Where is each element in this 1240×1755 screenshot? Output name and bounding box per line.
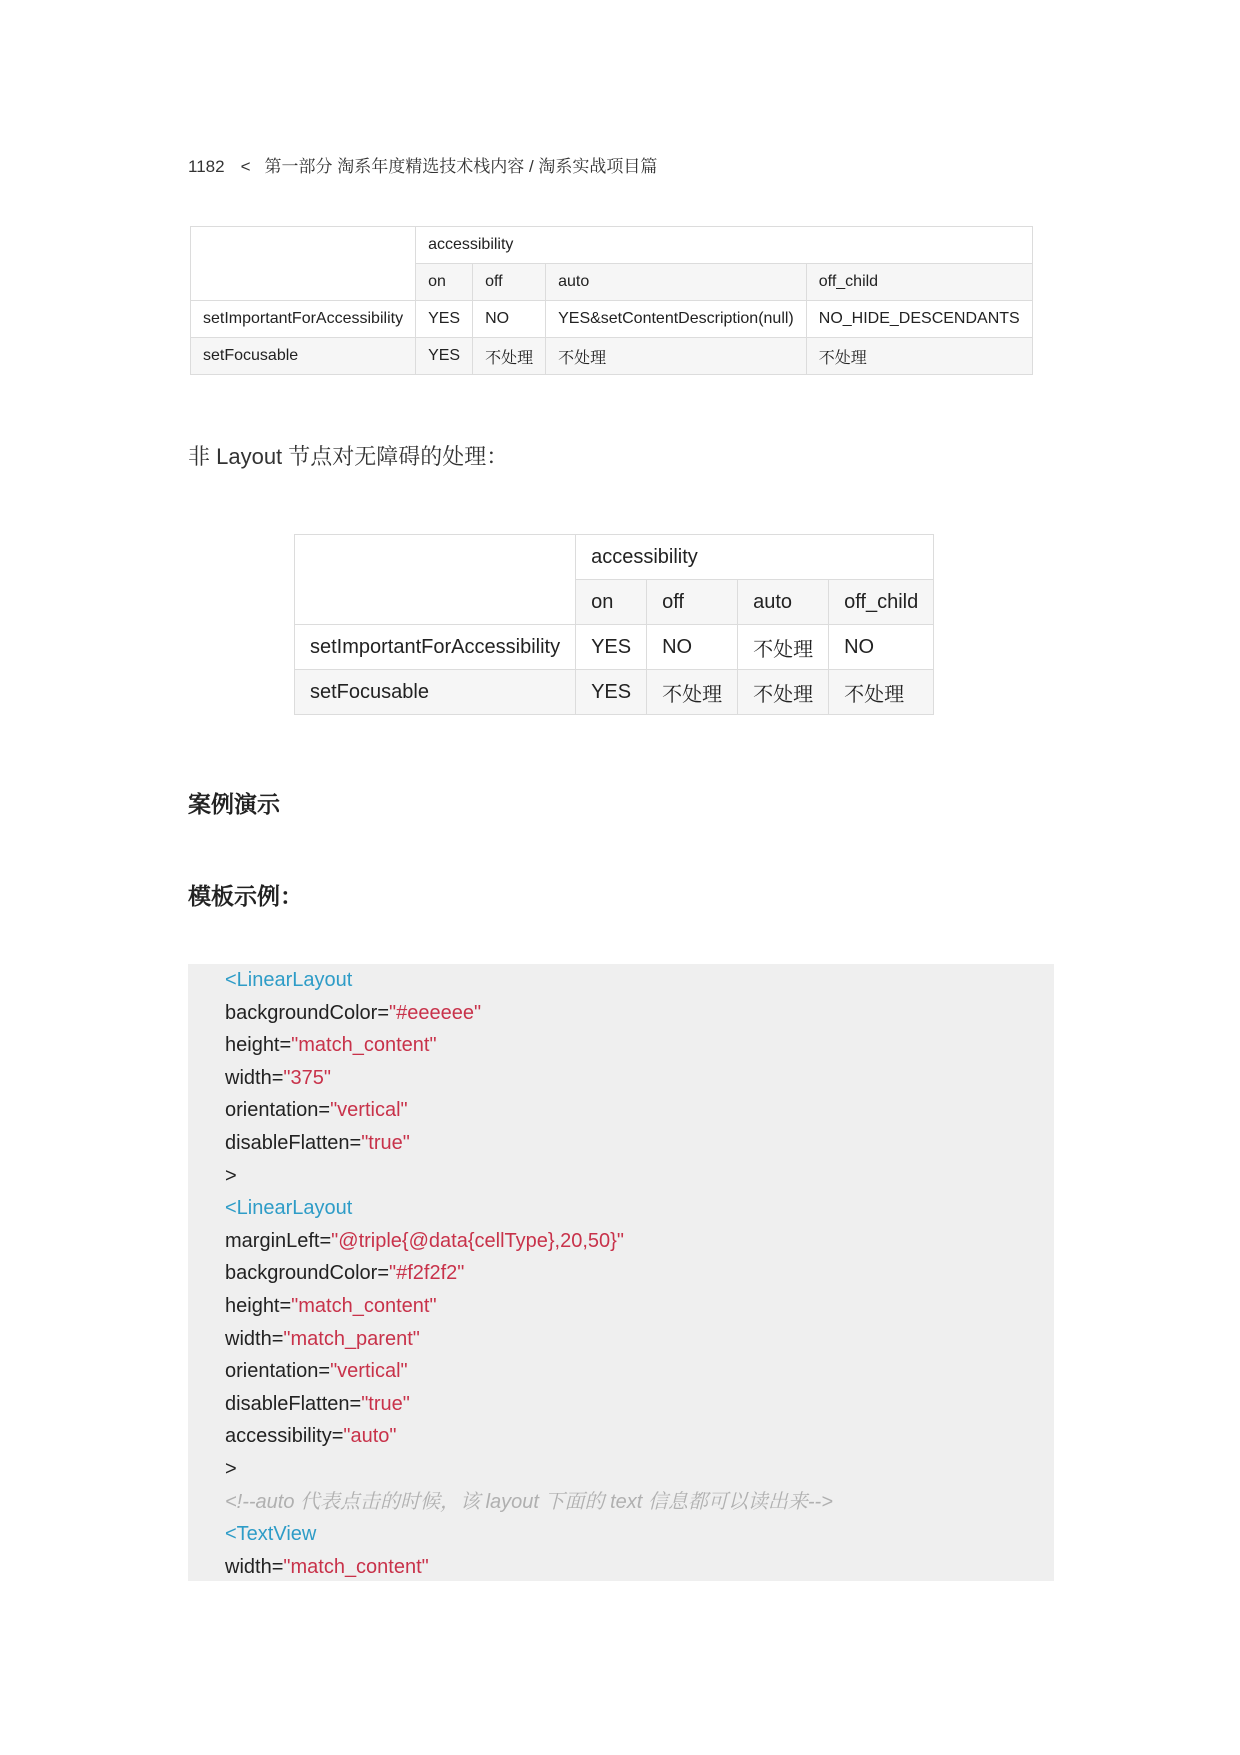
code-attr-name: width= (225, 1328, 284, 1350)
code-line (225, 1420, 397, 1452)
table-group-header: accessibility (416, 227, 1033, 264)
code-attr-name: orientation= (225, 1360, 331, 1382)
code-attr-name: orientation= (225, 1099, 331, 1121)
code-line (225, 997, 481, 1029)
code-line (225, 964, 352, 996)
column-header: off_child (829, 580, 934, 625)
code-line (225, 1290, 437, 1322)
table-cell: NO_HIDE_DESCENDANTS (806, 301, 1032, 338)
code-attr-name: disableFlatten= (225, 1393, 362, 1415)
page-number: 1182 (188, 157, 225, 176)
column-header: off_child (806, 264, 1032, 301)
code-attr-value: "#f2f2f2" (389, 1262, 465, 1284)
header-title: 第一部分 淘系年度精选技术栈内容 / 淘系实战项目篇 (264, 157, 658, 176)
table-cell: 不处理 (738, 625, 829, 670)
code-line (225, 1029, 437, 1061)
code-attr-name: height= (225, 1295, 292, 1317)
table-cell: YES&setContentDescription(null) (546, 301, 807, 338)
code-attr-value: "vertical" (330, 1099, 408, 1121)
code-line (225, 1355, 408, 1387)
table-cell: NO (473, 301, 546, 338)
table-cell: 不处理 (546, 338, 807, 375)
code-line (225, 1551, 429, 1581)
code-attr-value: "#eeeeee" (389, 1002, 482, 1024)
column-header: on (416, 264, 473, 301)
table-corner-cell (295, 535, 576, 625)
table-cell: 不处理 (829, 670, 934, 715)
code-tag: <TextView (225, 1523, 317, 1545)
code-attr-name: disableFlatten= (225, 1132, 362, 1154)
accessibility-table-non-layout (294, 534, 934, 715)
code-line (225, 1486, 833, 1518)
table-cell: 不处理 (647, 670, 738, 715)
code-line (225, 1453, 237, 1485)
code-line (225, 1388, 410, 1420)
code-line (225, 1323, 420, 1355)
code-text: > (225, 1458, 237, 1480)
code-line (225, 1192, 352, 1224)
back-chevron-icon: < (240, 157, 251, 176)
code-line (225, 1062, 331, 1094)
code-attr-name: backgroundColor= (225, 1262, 389, 1284)
code-text: > (225, 1165, 237, 1187)
table-corner-cell (191, 227, 416, 301)
section-heading-case: 案例演示 (188, 791, 280, 817)
code-tag: <LinearLayout (225, 969, 353, 991)
section-heading-template: 模板示例： (188, 883, 303, 909)
code-line (225, 1160, 237, 1192)
column-header: on (576, 580, 647, 625)
code-block (188, 964, 1054, 1581)
code-attr-value: "match_content" (283, 1556, 429, 1578)
table-cell: NO (647, 625, 738, 670)
table-cell: YES (416, 301, 473, 338)
code-line (225, 1127, 410, 1159)
table-cell: 不处理 (473, 338, 546, 375)
code-attr-value: "@triple{@data{cellType},20,50}" (331, 1230, 624, 1252)
table-cell: YES (576, 625, 647, 670)
code-attr-name: width= (225, 1067, 284, 1089)
code-attr-value: "true" (361, 1393, 410, 1415)
accessibility-table-layout (190, 226, 1033, 375)
column-header: auto (738, 580, 829, 625)
code-line (225, 1518, 316, 1550)
code-tag: <LinearLayout (225, 1197, 353, 1219)
code-attr-name: height= (225, 1034, 292, 1056)
row-label: setFocusable (191, 338, 416, 375)
code-attr-value: "vertical" (330, 1360, 408, 1382)
code-attr-name: width= (225, 1556, 284, 1578)
column-header: auto (546, 264, 807, 301)
table-cell: 不处理 (738, 670, 829, 715)
code-attr-value: "match_content" (291, 1295, 437, 1317)
row-label: setImportantForAccessibility (295, 625, 576, 670)
table-cell: NO (829, 625, 934, 670)
column-header: off (473, 264, 546, 301)
code-attr-value: "375" (283, 1067, 331, 1089)
code-attr-value: "auto" (343, 1425, 397, 1447)
table-group-header: accessibility (576, 535, 934, 580)
row-label: setImportantForAccessibility (191, 301, 416, 338)
code-attr-value: "match_content" (291, 1034, 437, 1056)
body-paragraph: 非 Layout 节点对无障碍的处理： (188, 444, 509, 469)
code-line (225, 1257, 464, 1289)
page-header (188, 152, 657, 177)
code-line (225, 1094, 408, 1126)
table-cell: YES (416, 338, 473, 375)
code-line (225, 1225, 624, 1257)
code-attr-value: "true" (361, 1132, 410, 1154)
code-attr-value: "match_parent" (283, 1328, 420, 1350)
column-header: off (647, 580, 738, 625)
code-attr-name: backgroundColor= (225, 1002, 389, 1024)
code-attr-name: accessibility= (225, 1425, 344, 1447)
code-attr-name: marginLeft= (225, 1230, 332, 1252)
table-cell: 不处理 (806, 338, 1032, 375)
table-cell: YES (576, 670, 647, 715)
code-comment: <!--auto 代表点击的时候，该 layout 下面的 text 信息都可以读出来--> (225, 1491, 833, 1513)
row-label: setFocusable (295, 670, 576, 715)
